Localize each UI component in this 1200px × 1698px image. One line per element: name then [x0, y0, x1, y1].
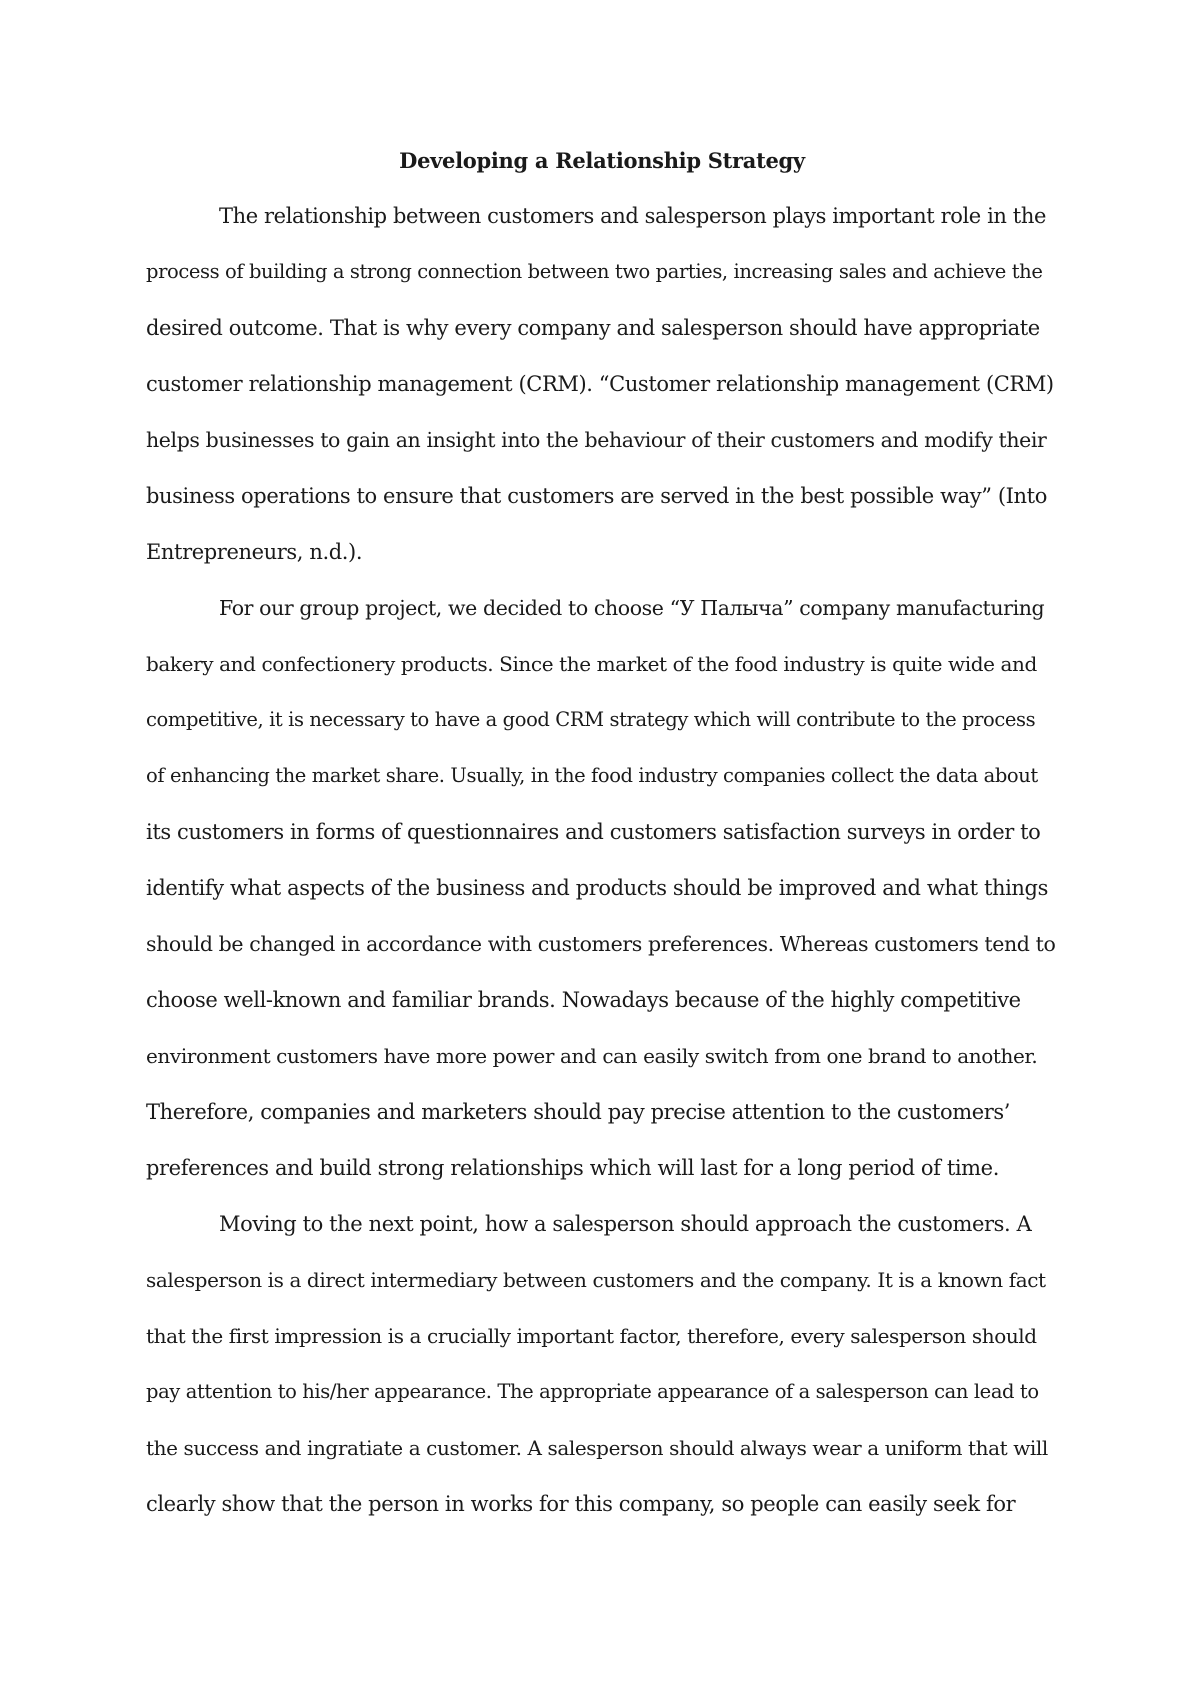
paragraph-line: should be changed in accordance with customers preferences. Whereas customers tend to: [146, 932, 1056, 956]
paragraph-line: of enhancing the market share. Usually, in the food industry companies collect the data about: [146, 764, 1038, 787]
paragraph-line: business operations to ensure that customers are served in the best possible way” (Into: [146, 484, 1047, 508]
paragraph-line: competitive, it is necessary to have a good CRM strategy which will contribute to the process: [146, 708, 1036, 731]
document-title: Developing a Relationship Strategy: [399, 148, 805, 173]
paragraph-line: The relationship between customers and salesperson plays important role in the: [219, 204, 1046, 228]
paragraph-line: pay attention to his/her appearance. The appropriate appearance of a salesperson can lead to: [146, 1380, 1039, 1403]
paragraph-line: customer relationship management (CRM). “Customer relationship management (CRM): [146, 372, 1054, 396]
paragraph-line: Entrepreneurs, n.d.).: [146, 540, 363, 564]
paragraph-line: process of building a strong connection between two parties, increasing sales and achieve the: [146, 260, 1043, 283]
paragraph-line: Therefore, companies and marketers should pay precise attention to the customers’: [146, 1100, 1011, 1124]
paragraph-line: For our group project, we decided to choose “У Палыча” company manufacturing: [219, 596, 1045, 620]
paragraph-line: Moving to the next point, how a salesperson should approach the customers. A: [219, 1212, 1032, 1236]
paragraph-line: the success and ingratiate a customer. A salesperson should always wear a uniform that will: [146, 1436, 1048, 1460]
paragraph-line: desired outcome. That is why every company and salesperson should have appropriate: [146, 316, 1040, 340]
paragraph-line: salesperson is a direct intermediary between customers and the company. It is a known fact: [146, 1268, 1046, 1292]
paragraph-line: that the first impression is a crucially important factor, therefore, every salesperson should: [146, 1324, 1037, 1348]
paragraph-line: environment customers have more power and can easily switch from one brand to another.: [146, 1044, 1038, 1068]
paragraph-line: clearly show that the person in works for this company, so people can easily seek for: [146, 1492, 1016, 1516]
paragraph-line: preferences and build strong relationships which will last for a long period of time.: [146, 1156, 999, 1180]
paragraph-line: its customers in forms of questionnaires and customers satisfaction surveys in order to: [146, 820, 1041, 844]
paragraph-line: helps businesses to gain an insight into the behaviour of their customers and modify their: [146, 428, 1047, 452]
paragraph-line: identify what aspects of the business and products should be improved and what things: [146, 876, 1048, 900]
paragraph-line: bakery and confectionery products. Since the market of the food industry is quite wide and: [146, 652, 1037, 676]
paragraph-line: choose well-known and familiar brands. Nowadays because of the highly competitive: [146, 988, 1021, 1012]
